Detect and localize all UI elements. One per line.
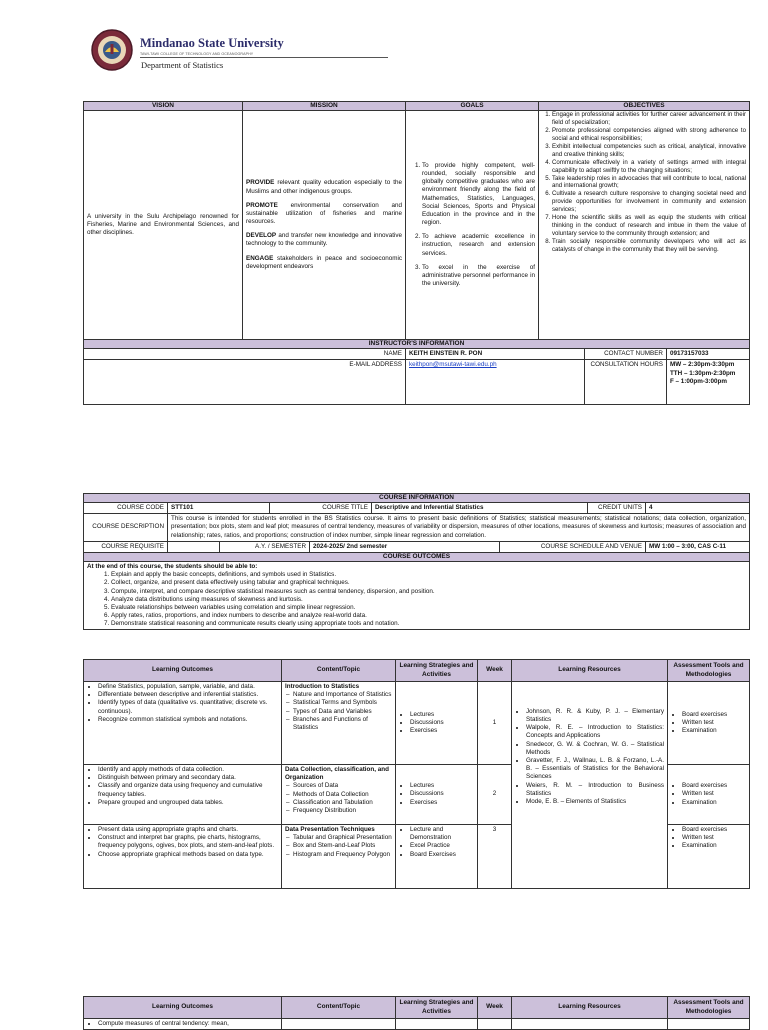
objective-item: 4. Communicate effectively in a variety of settings armed with integral capability to adapt swiftly to the changing situations; — [552, 159, 746, 175]
email-label: E-MAIL ADDRESS — [84, 360, 406, 405]
row-strategies — [396, 682, 478, 765]
objective-item: 2. Promote professional competencies aligned with strong adherence to social and ethical responsibilities; — [552, 127, 746, 143]
outcome-bullet: • Prepare grouped and ungrouped data tables. — [98, 799, 278, 807]
resource-item: • Mode, E. B. – Elements of Statistics — [526, 798, 664, 806]
row-outcomes — [84, 682, 282, 765]
topic-item: – Nature and Importance of Statistics — [293, 691, 392, 699]
hours-line: MW – 2:30pm-3:30pm — [669, 361, 735, 369]
credit-units-label: CREDIT UNITS — [588, 503, 646, 514]
ay-semester-label: A.Y. / SEMESTER — [220, 541, 310, 552]
ay-semester: 2024-2025/ 2nd semester — [310, 541, 500, 552]
goal-item: 2. To achieve academic excellence in instruction, research and extension services. — [422, 233, 535, 258]
vision-text: A university in the Sulu Archipelago renowned for Fisheries, Marine and Environmental Sciences, and other disciplines. — [84, 111, 243, 340]
course-title: Descriptive and Inferential Statistics — [372, 503, 588, 514]
plan-header-week: Week — [478, 660, 512, 682]
email-link[interactable]: keithpon@msutawi-tawi.edu.ph — [409, 361, 497, 369]
course-description: This course is intended for students enrolled in the BS Statistics course. It aims to present basic definitions of Statistics; statistical measurements; statistical notations; data collection, organization, presentation; box plots, stem and leaf plot; measures of central tendency, measures of variability or dispersion, measures of other locations, measures of skewness and kurtosis; measures of association and relationship; rates, ratios, and proportions; construction of index number, simple linear regression and correlation. — [168, 514, 750, 542]
course-outcomes-cell — [84, 562, 750, 630]
outcome-bullet: • Construct and interpret bar graphs, pie charts, histograms, frequency polygons, ogives, box plots, and stem-and-leaf plots. — [98, 834, 278, 850]
resource-item: • Walpole, R. E. – Introduction to Statistics: Concepts and Applications — [526, 724, 664, 740]
learning-resources-cell — [512, 682, 668, 889]
department-name: Department of Statistics — [141, 60, 224, 70]
contact-label: CONTACT NUMBER — [584, 349, 666, 359]
hours-line: TTH – 1:30pm-2:30pm — [669, 369, 736, 377]
strategy-item: • Lectures — [410, 782, 474, 790]
course-requisite — [168, 541, 220, 552]
hours-line: F – 1:00pm-3:00pm — [669, 377, 727, 385]
objective-item: 3. Exhibit intellectual competencies such as critical, analytical, innovative and creative thinking skills; — [552, 143, 746, 159]
objective-item: 7. Hone the scientific skills as well as equip the students with critical thinking in the conduct of research and imbue in them the value of voluntary service to the community through extension; and — [552, 214, 746, 238]
row-assessment — [668, 825, 750, 889]
outcome-bullet: • Choose appropriate graphical methods based on data type. — [98, 851, 278, 859]
consultation-hours — [666, 360, 749, 404]
course-code: STT101 — [168, 503, 270, 514]
assessment-item: • Examination — [682, 842, 746, 850]
instructor-section-title: INSTRUCTOR'S INFORMATION — [84, 340, 750, 349]
topic-item: – Box and Stem-and-Leaf Plots — [293, 842, 392, 850]
objective-item: 8. Train socially responsible community developers who will act as catalysts of change in the community that they will be serving. — [552, 238, 746, 254]
mission-item: PROVIDE relevant quality education especially to the Muslims and other indigenous groups. — [246, 179, 402, 195]
goal-item: 3. To excel in the exercise of administrative personnel performance in the university. — [422, 264, 535, 289]
plan-header-topic: Content/Topic — [282, 660, 396, 682]
topic-title: Introduction to Statistics — [285, 683, 360, 690]
row-topic — [282, 825, 396, 889]
outcome-bullet: • Recognize common statistical symbols and notations. — [98, 716, 278, 724]
university-name: Mindanao State University — [140, 36, 284, 50]
plan-header-strategies: Learning Strategies and Activities — [396, 997, 478, 1019]
strategy-item: • Exercises — [410, 799, 474, 807]
course-outcome-item: 3. Compute, interpret, and compare descriptive statistical measures such as central tendency, dispersion, and position. — [111, 588, 746, 596]
document-header — [90, 28, 450, 80]
outcome-bullet: • Differentiate between descriptive and inferential statistics. — [98, 691, 278, 699]
learning-plan-table — [83, 659, 750, 889]
topic-item: – Types of Data and Variables — [293, 708, 392, 716]
course-requisite-label: COURSE REQUISITE — [84, 541, 168, 552]
mission-item: ENGAGE stakeholders in peace and socioeconomic development endeavors — [246, 254, 402, 270]
row-outcomes — [84, 1019, 282, 1030]
row-strategies — [396, 825, 478, 889]
mission-item: DEVELOP and transfer new knowledge and innovative technology to the community. — [246, 232, 402, 248]
strategy-item: • Exercises — [410, 727, 474, 735]
assessment-item: • Board exercises — [682, 782, 746, 790]
course-outcome-item: 2. Collect, organize, and present data effectively using tabular and graphical techniques. — [111, 579, 746, 587]
assessment-item: • Examination — [682, 799, 746, 807]
outcome-bullet: • Identify and apply methods of data collection. — [98, 766, 278, 774]
objectives-header: OBJECTIVES — [539, 102, 750, 111]
plan-row — [84, 682, 750, 765]
contact-number: 09173157033 — [669, 350, 709, 358]
row-assessment — [668, 765, 750, 825]
goal-item: 1. To provide highly competent, well-rounded, socially responsible and globally competitive graduates who are environment friendly along the field of Mathematics, Statistics, Languages, Social Sciences, Sports and Physical Education in the province and in the region. — [422, 162, 535, 227]
outcome-bullet: • Distinguish between primary and secondary data. — [98, 774, 278, 782]
vision-header: VISION — [84, 102, 243, 111]
course-section-title: COURSE INFORMATION — [84, 494, 750, 503]
plan-header-topic: Content/Topic — [282, 997, 396, 1019]
course-description-label: COURSE DESCRIPTION — [84, 514, 168, 542]
course-outcome-item: 1. Explain and apply the basic concepts, definitions, and symbols used in Statistics. — [111, 571, 746, 579]
objective-item: 5. Take leadership roles in advocacies that will contribute to local, national and international growth; — [552, 175, 746, 191]
plan-header-outcomes: Learning Outcomes — [84, 997, 282, 1019]
topic-item: – Frequency Distribution — [293, 807, 392, 815]
hours-label: CONSULTATION HOURS — [584, 360, 666, 404]
outcome-bullet: • Classify and organize data using frequency and cumulative frequency tables. — [98, 782, 278, 798]
plan-header-strategies: Learning Strategies and Activities — [396, 660, 478, 682]
course-code-label: COURSE CODE — [84, 503, 168, 514]
row-outcomes — [84, 765, 282, 825]
row-assessment — [668, 682, 750, 765]
mission-header: MISSION — [243, 102, 406, 111]
topic-item: – Branches and Functions of Statistics — [293, 716, 392, 732]
row-topic — [282, 682, 396, 765]
row-strategies — [396, 765, 478, 825]
course-outcome-item: 6. Apply rates, ratios, proportions, and index numbers to describe and analyze real-world data. — [111, 612, 746, 620]
resource-item: • Weiers, R. M. – Introduction to Business Statistics — [526, 782, 664, 798]
strategy-item: • Lecture and Demonstration — [410, 826, 474, 842]
objective-item: 6. Cultivate a research culture responsive to changing societal need and provide opportunities for involvement in community and extension services; — [552, 190, 746, 214]
course-outcome-item: 5. Evaluate relationships between variables using correlation and simple linear regression. — [111, 604, 746, 612]
header-divider — [140, 57, 388, 58]
college-name: TAWI-TAWI COLLEGE OF TECHNOLOGY AND OCEANOGRAPHY — [140, 52, 254, 56]
topic-item: – Methods of Data Collection — [293, 791, 392, 799]
course-info-table — [83, 493, 750, 630]
university-seal-icon — [90, 28, 134, 72]
course-outcome-item: 4. Analyze data distributions using measures of skewness and kurtosis. — [111, 596, 746, 604]
topic-item: – Histogram and Frequency Polygon — [293, 851, 392, 859]
topic-item: – Statistical Terms and Symbols — [293, 699, 392, 707]
plan-header-resources: Learning Resources — [512, 660, 668, 682]
strategy-item: • Lectures — [410, 711, 474, 719]
assessment-item: • Written test — [682, 790, 746, 798]
goals-header: GOALS — [406, 102, 539, 111]
resource-item: • Snedecor, G. W. & Cochran, W. G. – Statistical Methods — [526, 741, 664, 757]
credit-units: 4 — [646, 503, 750, 514]
row-topic — [282, 765, 396, 825]
outcomes-intro: At the end of this course, the students should be able to: — [87, 563, 258, 571]
name-contact-row — [406, 349, 750, 360]
topic-item: – Tabular and Graphical Presentation — [293, 834, 392, 842]
goals-cell — [406, 111, 539, 340]
email-hours-row — [406, 360, 750, 405]
outcome-bullet: • Present data using appropriate graphs and charts. — [98, 826, 278, 834]
plan-header-week: Week — [478, 997, 512, 1019]
mission-item: PROMOTE environmental conservation and sustainable utilization of fisheries and marine resources. — [246, 201, 402, 226]
outcome-bullet: • Define Statistics, population, sample, variable, and data. — [98, 683, 278, 691]
outcome-bullet: • Compute measures of central tendency: mean, — [98, 1020, 278, 1028]
outcomes-section-title: COURSE OUTCOMES — [84, 552, 750, 561]
topic-title: Data Presentation Techniques — [285, 826, 375, 833]
strategy-item: • Board Exercises — [410, 851, 474, 859]
instructor-name: KEITH EINSTEIN R. PON — [406, 349, 584, 359]
outcome-bullet: • Identify types of data (qualitative vs. quantitative; discrete vs. continuous). — [98, 699, 278, 715]
assessment-item: • Examination — [682, 727, 746, 735]
objectives-cell — [539, 111, 750, 340]
row-week: 1 — [478, 682, 512, 765]
name-contact-inner — [406, 349, 749, 359]
assessment-item: • Board exercises — [682, 711, 746, 719]
course-schedule: MW 1:00 – 3:00, CAS C-11 — [646, 541, 750, 552]
topic-item: – Classification and Tabulation — [293, 799, 392, 807]
email-hours-inner — [406, 360, 749, 404]
plan-header-outcomes: Learning Outcomes — [84, 660, 282, 682]
assessment-item: • Written test — [682, 719, 746, 727]
row-outcomes — [84, 825, 282, 889]
name-label: NAME — [84, 349, 406, 360]
objective-item: 1. Engage in professional activities for further career advancement in their field of specialization; — [552, 111, 746, 127]
assessment-item: • Board exercises — [682, 826, 746, 834]
learning-plan-table-continued — [83, 996, 750, 1030]
strategy-item: • Discussions — [410, 790, 474, 798]
row-week: 2 — [478, 765, 512, 825]
plan-header-assessment: Assessment Tools and Methodologies — [668, 997, 750, 1019]
strategy-item: • Discussions — [410, 719, 474, 727]
strategy-item: • Excel Practice — [410, 842, 474, 850]
vmgo-table — [83, 101, 750, 405]
plan-header-assessment: Assessment Tools and Methodologies — [668, 660, 750, 682]
row-week: 3 — [478, 825, 512, 889]
assessment-item: • Written test — [682, 834, 746, 842]
plan-header-resources: Learning Resources — [512, 997, 668, 1019]
mission-cell — [243, 111, 406, 340]
course-title-label: COURSE TITLE — [270, 503, 372, 514]
resource-item: • Gravetter, F. J., Wallnau, L. B. & Forzano, L.-A. B. – Essentials of Statistics for the Behavioral Sciences — [526, 757, 664, 782]
schedule-label: COURSE SCHEDULE AND VENUE — [500, 541, 646, 552]
topic-title: Data Collection, classification, and Organization — [285, 766, 389, 782]
resource-item: • Johnson, R. R. & Kuby, P. J. – Elementary Statistics — [526, 708, 664, 724]
topic-item: – Sources of Data — [293, 782, 392, 790]
course-outcome-item: 7. Demonstrate statistical reasoning and communicate results clearly using appropriate tools and notation. — [111, 620, 746, 628]
